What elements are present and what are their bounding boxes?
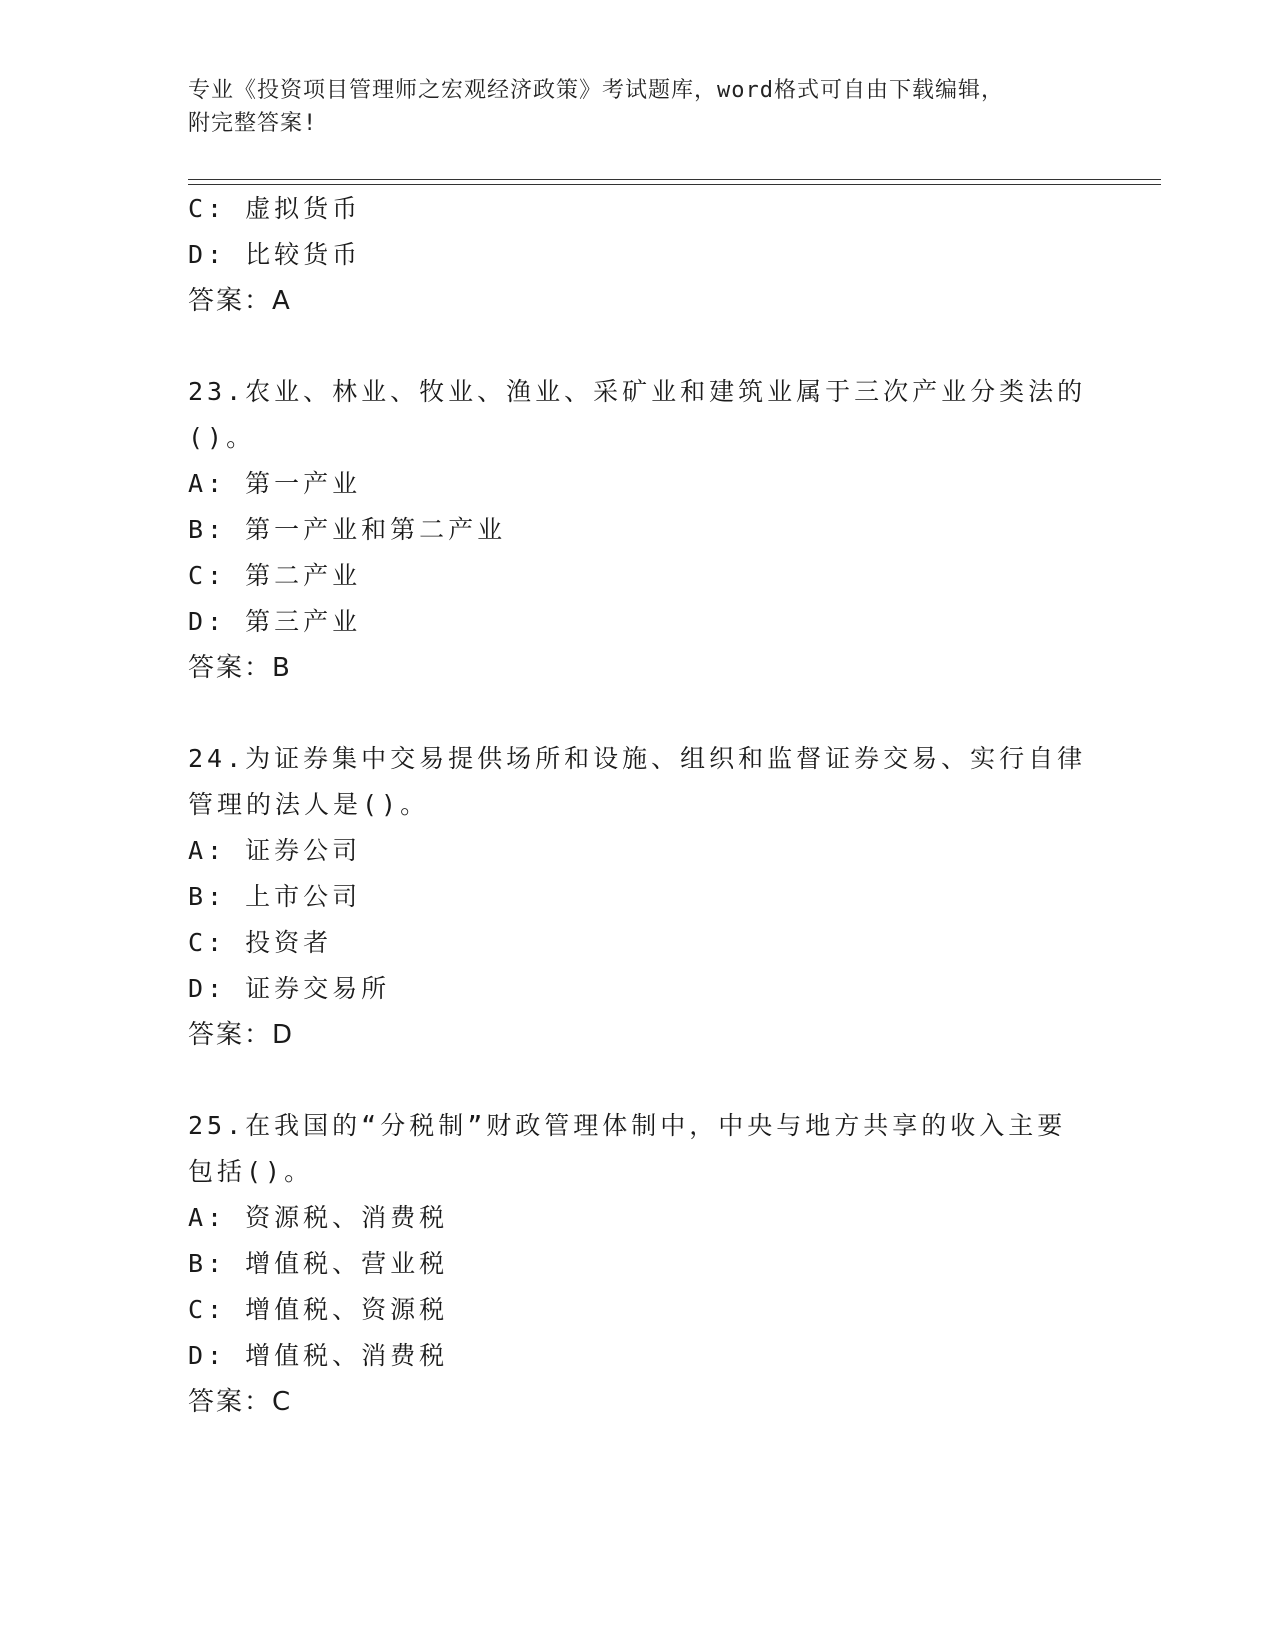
option-c: C: 第二产业 — [188, 561, 362, 590]
option-a: A: 证券公司 — [188, 836, 362, 865]
option-c: C: 虚拟货币 — [188, 194, 362, 223]
option-a: A: 资源税、消费税 — [188, 1203, 449, 1232]
question-stem-line-2: 管理的法人是()。 — [188, 790, 430, 819]
option-d: D: 增值税、消费税 — [188, 1341, 449, 1370]
option-a: A: 第一产业 — [188, 469, 362, 498]
page-header — [188, 74, 1088, 140]
option-d: D: 第三产业 — [188, 607, 362, 636]
option-b: B: 增值税、营业税 — [188, 1249, 449, 1278]
question-block-25 — [188, 1103, 1088, 1425]
answer-label: 答案：D — [188, 1020, 295, 1050]
option-c: C: 增值税、资源税 — [188, 1295, 449, 1324]
question-stem-line-2: 包括()。 — [188, 1157, 314, 1186]
option-b: B: 上市公司 — [188, 882, 362, 911]
answer-label: 答案：A — [188, 286, 292, 316]
question-block-24 — [188, 736, 1088, 1058]
header-line-1: 专业《投资项目管理师之宏观经济政策》考试题库，word格式可自由下载编辑， — [188, 78, 1004, 103]
question-block-23 — [188, 369, 1088, 691]
answer-label: 答案：B — [188, 653, 292, 683]
question-stem-line-2: ()。 — [188, 423, 256, 452]
header-divider-top — [188, 179, 1161, 180]
option-d: D: 比较货币 — [188, 240, 362, 269]
question-stem-line-1: 24.为证券集中交易提供场所和设施、组织和监督证券交易、实行自律 — [188, 744, 1087, 773]
option-c: C: 投资者 — [188, 928, 333, 957]
question-stem-line-1: 23.农业、林业、牧业、渔业、采矿业和建筑业属于三次产业分类法的 — [188, 377, 1087, 406]
option-d: D: 证券交易所 — [188, 974, 391, 1003]
question-stem-line-1: 25.在我国的“分税制”财政管理体制中，中央与地方共享的收入主要 — [188, 1111, 1067, 1140]
option-b: B: 第一产业和第二产业 — [188, 515, 507, 544]
question-block-22 — [188, 186, 1088, 324]
header-divider-bottom — [188, 184, 1161, 185]
header-line-2: 附完整答案! — [188, 111, 318, 136]
question-list — [188, 186, 1088, 1425]
answer-label: 答案：C — [188, 1387, 293, 1417]
